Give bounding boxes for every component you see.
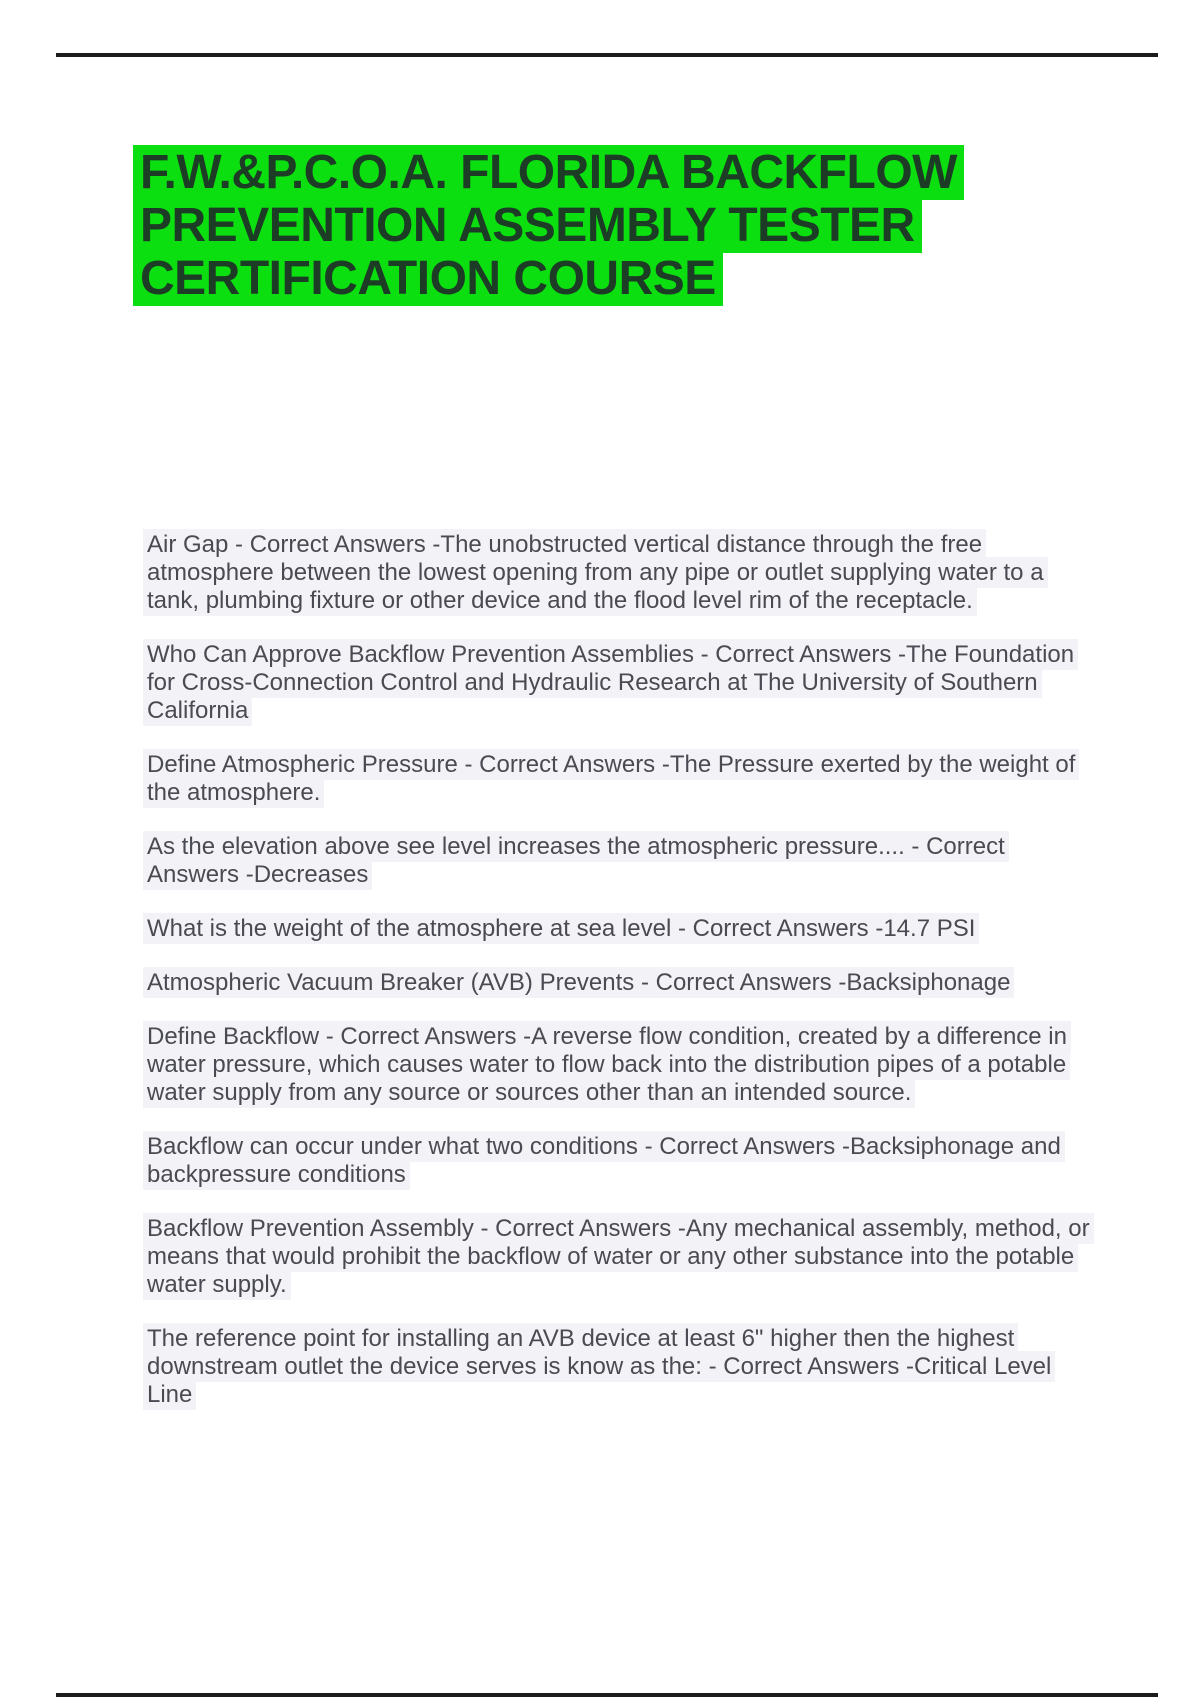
qa-paragraph: Atmospheric Vacuum Breaker (AVB) Prevents - Correct Answers -Backsiphonage <box>143 969 1095 997</box>
page-bottom-rule <box>56 1693 1158 1697</box>
page-title <box>133 146 1053 305</box>
qa-paragraph: Who Can Approve Backflow Prevention Assemblies - Correct Answers -The Foundation for Cross-Connection Control and Hydraulic Research at The University of Southern California <box>143 641 1095 725</box>
title-highlight: F.W.&P.C.O.A. FLORIDA BACKFLOW PREVENTION ASSEMBLY TESTER CERTIFICATION COURSE <box>133 145 964 306</box>
qa-paragraph: Backflow can occur under what two conditions - Correct Answers -Backsiphonage and backpressure conditions <box>143 1133 1095 1189</box>
qa-paragraph: As the elevation above see level increases the atmospheric pressure.... - Correct Answers -Decreases <box>143 833 1095 889</box>
qa-paragraph: The reference point for installing an AVB device at least 6" higher then the highest downstream outlet the device serves is know as the: - Correct Answers -Critical Level Line <box>143 1325 1095 1409</box>
qa-paragraph: What is the weight of the atmosphere at sea level - Correct Answers -14.7 PSI <box>143 915 1095 943</box>
qa-paragraph: Air Gap - Correct Answers -The unobstructed vertical distance through the free atmosphere between the lowest opening from any pipe or outlet supplying water to a tank, plumbing fixture or other device and the flood level rim of the receptacle. <box>143 531 1095 615</box>
qa-paragraph: Backflow Prevention Assembly - Correct Answers -Any mechanical assembly, method, or means that would prohibit the backflow of water or any other substance into the potable water supply. <box>143 1215 1095 1299</box>
page-top-rule <box>56 53 1158 57</box>
document-body <box>143 531 1095 1435</box>
qa-paragraph: Define Backflow - Correct Answers -A reverse flow condition, created by a difference in water pressure, which causes water to flow back into the distribution pipes of a potable water supply from any source or sources other than an intended source. <box>143 1023 1095 1107</box>
qa-paragraph: Define Atmospheric Pressure - Correct Answers -The Pressure exerted by the weight of the atmosphere. <box>143 751 1095 807</box>
